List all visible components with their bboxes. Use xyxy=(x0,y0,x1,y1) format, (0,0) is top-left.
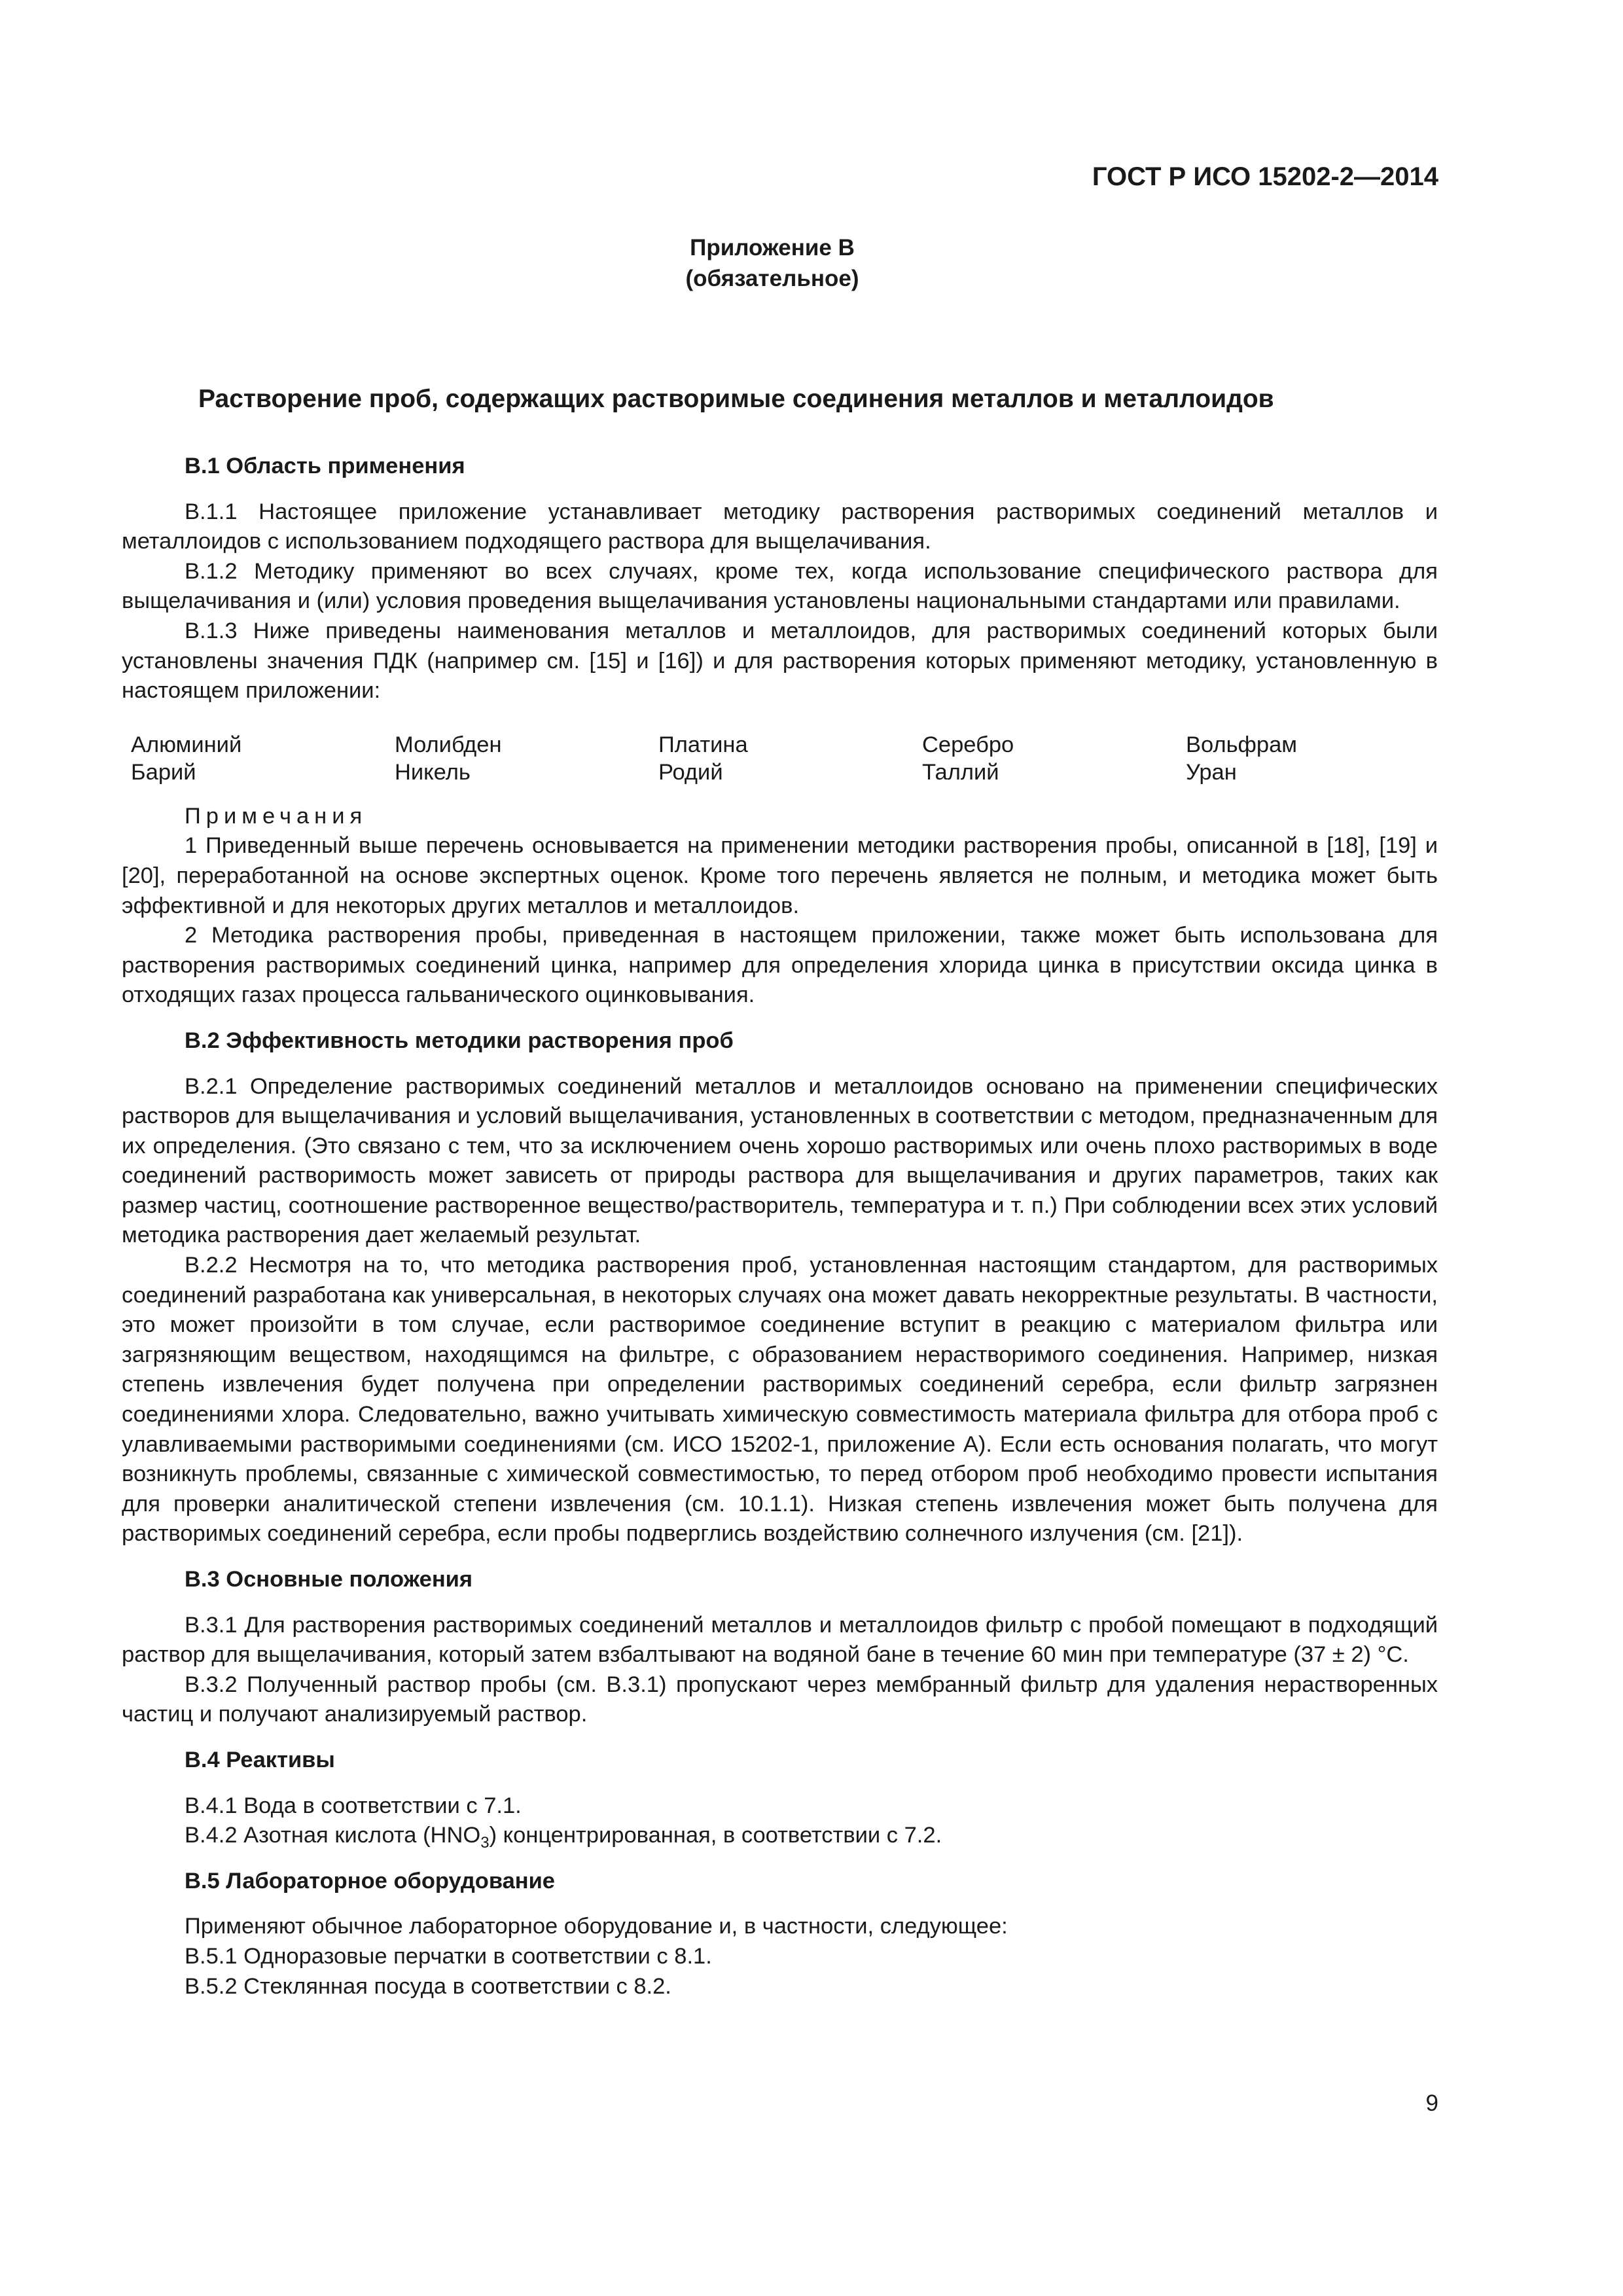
metals-list xyxy=(131,731,1438,786)
paragraph-b5-2: В.5.2 Стеклянная посуда в соответствии с 8.2. xyxy=(185,1973,671,1999)
annex-main-title: Растворение проб, содержащих растворимые соединения металлов и металлоидов xyxy=(198,385,1274,413)
paragraph-b1-3: В.1.3 Ниже приведены наименования металлов и металлоидов, для растворимых соединений которых были установлены значения ПДК (например см. [15] и [16]) и для растворения которых применяют методику, установленную в настоящем приложении: xyxy=(122,618,1438,704)
metal-item: Платина xyxy=(658,732,748,757)
nitric-subscript: 3 xyxy=(480,1834,490,1852)
metal-item: Алюминий xyxy=(131,732,242,757)
paragraph-b5-intro: Применяют обычное лабораторное оборудование и, в частности, следующее: xyxy=(185,1914,1008,1939)
paragraph-b5-1: В.5.1 Одноразовые перчатки в соответствии с 8.1. xyxy=(185,1943,712,1969)
annex-heading: Приложение В (обязательное) xyxy=(685,235,859,291)
metal-item: Молибден xyxy=(395,732,502,757)
paragraph-b1-2: В.1.2 Методику применяют во всех случаях, кроме тех, когда использование специфического раствора для выщелачивания и (или) условия проведения выщелачивания установлены национальными стандартами или правилами. xyxy=(122,558,1438,614)
metal-item: Родий xyxy=(658,759,723,785)
b4-2-text: В.4.2 Азотная кислота (HNO xyxy=(185,1823,481,1848)
document-body xyxy=(122,452,1438,2001)
paragraph-b3-2: В.3.2 Полученный раствор пробы (см. В.3.1) пропускают через мембранный фильтр для удаления нерастворенных частиц и получают анализируемый раствор. xyxy=(122,1672,1438,1727)
paragraph-b2-1: В.2.1 Определение растворимых соединений металлов и металлоидов основано на применении специфических растворов для выщелачивания и условий выщелачивания, установленных в соответствии с методом, предназначенным для их определения. (Это связано с тем, что за исключением очень хорошо растворимых или очень плохо растворимых в воде соединений растворимость может зависеть от природы раствора для выщелачивания и других параметров, таких как размер частиц, соотношение растворенное вещество/растворитель, температура и т. п.) При соблюдении всех этих условий методика растворения дает желаемый результат. xyxy=(122,1073,1438,1248)
metal-item: Вольфрам xyxy=(1186,732,1298,757)
section-heading-b5: В.5 Лабораторное оборудование xyxy=(185,1868,555,1893)
metal-item: Серебро xyxy=(922,732,1014,757)
page-number: 9 xyxy=(1425,2090,1438,2116)
section-heading-b3: В.3 Основные положения xyxy=(185,1567,473,1592)
notes-title: Примечания xyxy=(185,803,368,829)
paragraph-b1-1: В.1.1 Настоящее приложение устанавливает методику растворения растворимых соединений металлов и металлоидов с использованием подходящего раствора для выщелачивания. xyxy=(122,499,1438,554)
note-1: 1 Приведенный выше перечень основывается на применении методики растворения пробы, описанной в [18], [19] и [20], переработанной на основе экспертных оценок. Кроме того перечень является не полным, и методика может быть эффективной и для некоторых других металлов и металлоидов. xyxy=(122,833,1438,918)
paragraph-b4-2 xyxy=(122,1821,1438,1851)
metal-item: Барий xyxy=(131,759,196,785)
metal-item: Уран xyxy=(1186,759,1237,785)
metal-item: Никель xyxy=(395,759,471,785)
paragraph-b4-1: В.4.1 Вода в соответствии с 7.1. xyxy=(185,1793,522,1818)
metal-item: Таллий xyxy=(922,759,999,785)
section-heading-b1: В.1 Область применения xyxy=(185,454,465,478)
paragraph-b2-2: В.2.2 Несмотря на то, что методика растворения проб, установленная настоящим стандартом, для растворимых соединений разработана как универсальная, в некоторых случаях она может давать некорректные результаты. В частности, это может произойти в том случае, если растворимое соединение вступит в реакцию с материалом фильтра или загрязняющим веществом, находящимся на фильтре, с образованием нерастворимого соединения. Например, низкая степень извлечения будет получена при определении растворимых соединений серебра, если фильтр загрязнен соединениями хлора. Следовательно, важно учитывать химическую совместимость материала фильтра для отбора проб с улавливаемыми растворимыми соединениями (см. ИСО 15202-1, приложение А). Если есть основания полагать, что могут возникнуть проблемы, связанные с химической совместимостью, то перед отбором проб необходимо провести испытания для проверки аналитической степени извлечения (см. 10.1.1). Низкая степень извлечения может быть получена для растворимых соединений серебра, если пробы подверглись воздействию солнечного излучения (см. [21]). xyxy=(122,1253,1438,1547)
section-heading-b2: В.2 Эффективность методики растворения проб xyxy=(185,1028,734,1053)
b4-2-text-end: ) концентрированная, в соответствии с 7.2. xyxy=(489,1823,942,1848)
note-2: 2 Методика растворения пробы, приведенная в настоящем приложении, также может быть использована для растворения растворимых соединений цинка, например для определения хлорида цинка в присутствии оксида цинка в отходящих газах процесса гальванического оцинковывания. xyxy=(122,923,1438,1008)
standard-designation: ГОСТ Р ИСО 15202-2—2014 xyxy=(1092,162,1438,191)
paragraph-b3-1: В.3.1 Для растворения растворимых соединений металлов и металлоидов фильтр с пробой помещают в подходящий раствор для выщелачивания, который затем взбалтывают на водяной бане в течение 60 мин при температуре (37 ± 2) °С. xyxy=(122,1612,1438,1668)
section-heading-b4: В.4 Реактивы xyxy=(185,1747,335,1772)
